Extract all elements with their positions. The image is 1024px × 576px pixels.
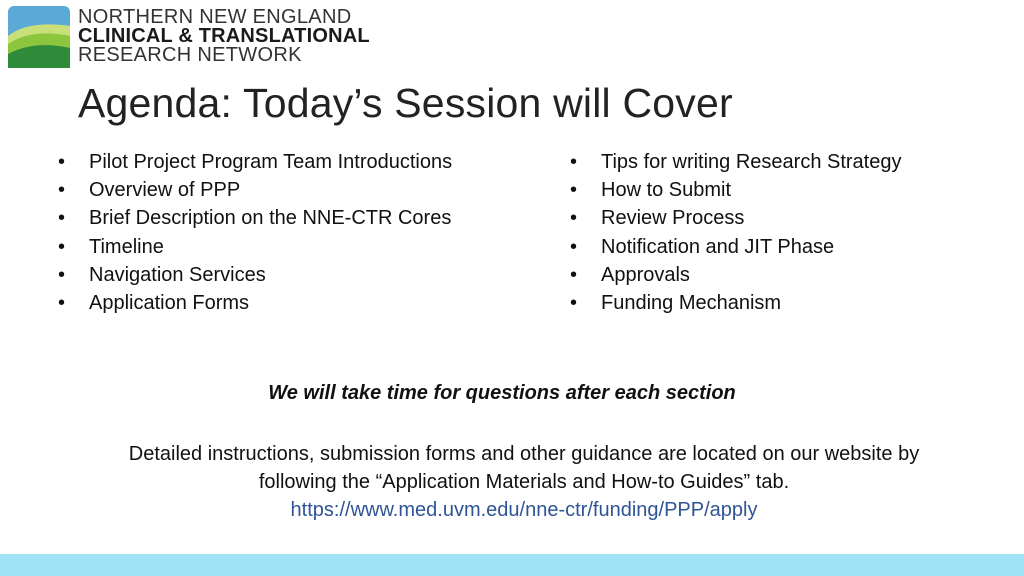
nne-ctr-logo	[8, 6, 370, 68]
agenda-item-label: Overview of PPP	[89, 179, 241, 202]
details-line-2: following the “Application Materials and How-to Guides” tab.	[258, 471, 790, 493]
agenda-item-label: Navigation Services	[89, 263, 266, 286]
footer-bar	[0, 554, 1024, 576]
agenda-item-label: Timeline	[89, 235, 164, 258]
agenda-item	[58, 176, 528, 204]
bullet-icon: •	[58, 292, 66, 315]
agenda-item-label: Review Process	[601, 207, 745, 230]
agenda-item-label: Funding Mechanism	[601, 292, 782, 315]
agenda-item	[58, 233, 528, 261]
bullet-icon: •	[58, 235, 66, 258]
bullet-icon: •	[58, 207, 66, 230]
agenda-item	[58, 148, 528, 176]
agenda-item	[58, 289, 528, 317]
agenda-list-left	[58, 148, 528, 317]
agenda-item	[570, 148, 1010, 176]
agenda-item	[570, 233, 1010, 261]
agenda-item-label: Approvals	[601, 263, 690, 286]
agenda-item	[570, 261, 1010, 289]
agenda-item-label: Tips for writing Research Strategy	[601, 151, 902, 173]
agenda-item	[570, 204, 1010, 232]
agenda-list-right	[570, 148, 1010, 317]
bullet-icon: •	[570, 263, 578, 286]
bullet-icon: •	[58, 263, 66, 286]
agenda-item	[58, 204, 528, 232]
details-line-1: Detailed instructions, submission forms and other guidance are located on our website by	[128, 443, 920, 465]
bullet-icon: •	[570, 179, 578, 202]
logo-line-3: RESEARCH NETWORK	[78, 44, 302, 66]
agenda-item-label: Notification and JIT Phase	[601, 235, 835, 258]
bullet-icon: •	[58, 179, 66, 202]
apply-link[interactable]: https://www.med.uvm.edu/nne-ctr/funding/PPP/apply	[290, 499, 758, 521]
agenda-item-label: Application Forms	[89, 292, 250, 315]
agenda-item-label: How to Submit	[601, 179, 732, 202]
agenda-item-label: Pilot Project Program Team Introductions	[89, 151, 453, 173]
agenda-item	[570, 289, 1010, 317]
details-paragraph	[60, 440, 988, 524]
logo-hills-icon	[8, 6, 70, 68]
questions-note: We will take time for questions after each section	[268, 382, 736, 404]
logo-line-1: NORTHERN NEW ENGLAND	[78, 6, 352, 28]
agenda-item	[58, 261, 528, 289]
bullet-icon: •	[570, 235, 578, 258]
bullet-icon: •	[570, 151, 578, 173]
bullet-icon: •	[570, 207, 578, 230]
logo-line-2: CLINICAL & TRANSLATIONAL	[78, 25, 370, 47]
agenda-item	[570, 176, 1010, 204]
bullet-icon: •	[570, 292, 578, 315]
slide-title: Agenda: Today’s Session will Cover	[78, 80, 733, 126]
agenda-item-label: Brief Description on the NNE-CTR Cores	[89, 207, 452, 230]
bullet-icon: •	[58, 151, 66, 173]
